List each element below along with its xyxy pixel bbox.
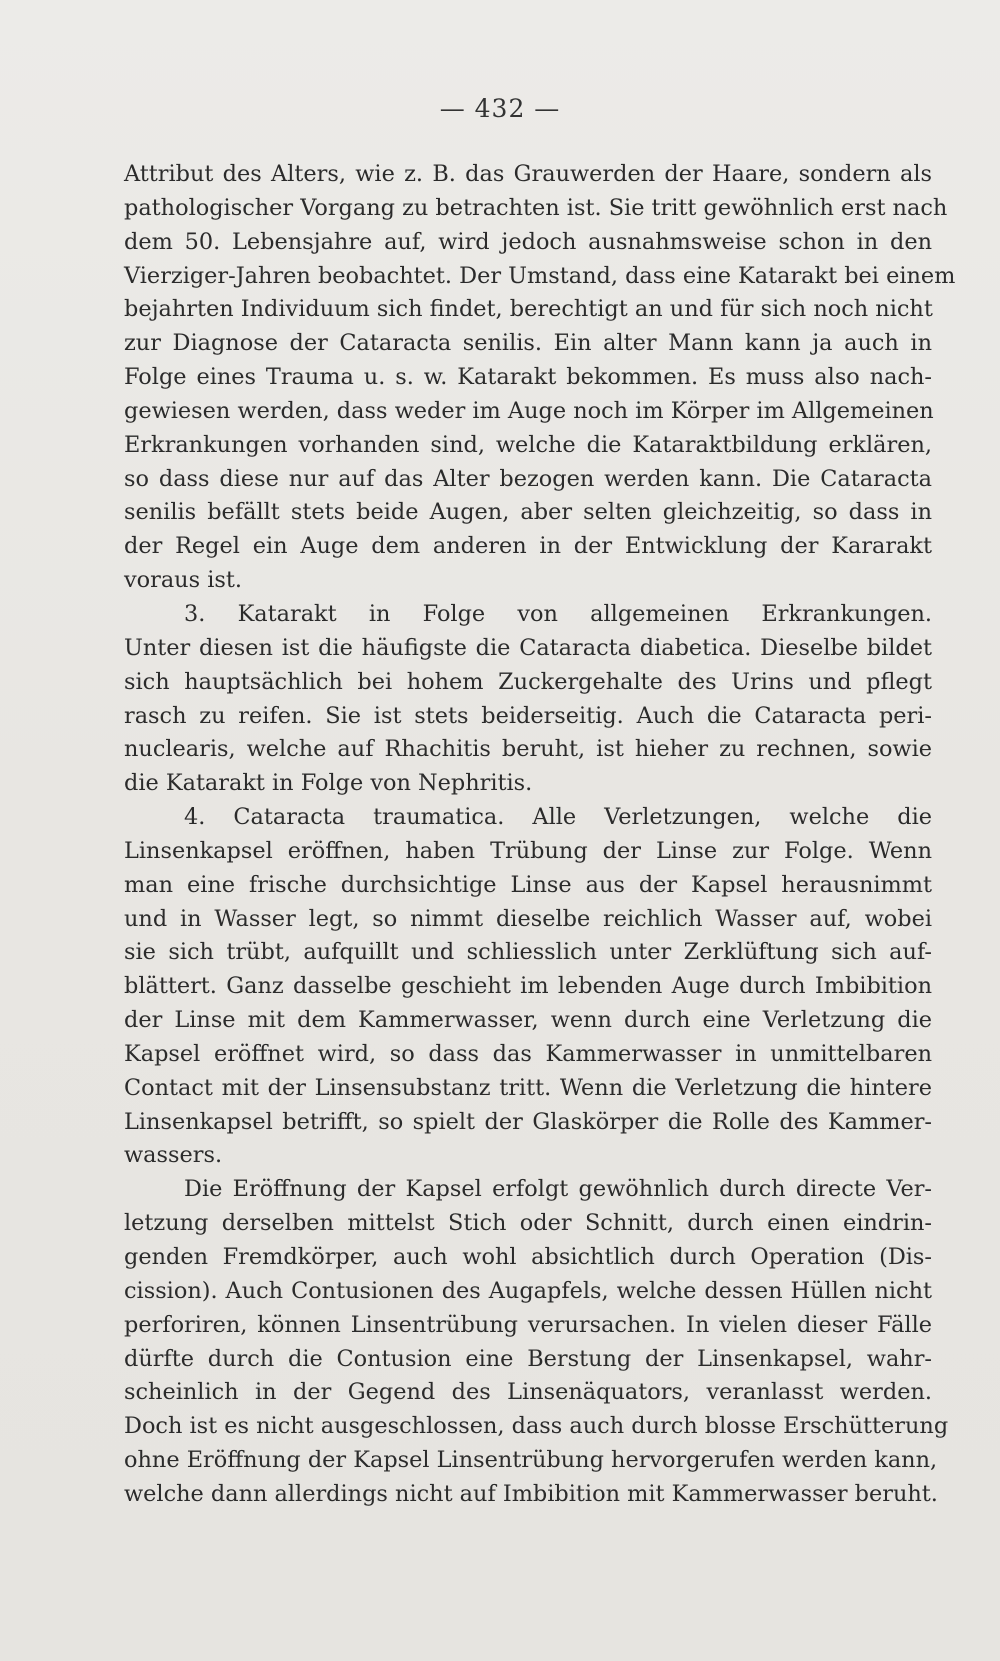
text-line: gewiesen werden, dass weder im Auge noch im Körper im Allgemeinen [124,397,934,424]
text-line: cission). Auch Contusionen des Augapfels, welche dessen Hüllen nicht [124,1277,932,1304]
text-line: zur Diagnose der Cataracta senilis. Ein alter Mann kann ja auch in [124,330,932,357]
text-line: die Katarakt in Folge von Nephritis. [124,770,533,797]
text-line: scheinlich in der Gegend des Linsenäquators, veranlasst werden. [124,1379,932,1406]
text-line: Folge eines Trauma u. s. w. Katarakt bekommen. Es muss also nach- [124,364,932,391]
text-line: Erkrankungen vorhanden sind, welche die Kataraktbildung erklären, [124,431,932,458]
text-line: perforiren, können Linsentrübung verursachen. In vielen dieser Fälle [124,1311,932,1338]
text-line: Unter diesen ist die häufigste die Cataracta diabetica. Dieselbe bildet [124,634,932,661]
text-line: so dass diese nur auf das Alter bezogen werden kann. Die Cataracta [124,465,932,492]
text-line: man eine frische durchsichtige Linse aus der Kapsel herausnimmt [124,871,932,898]
text-line: Attribut des Alters, wie z. B. das Grauwerden der Haare, sondern als [124,161,932,187]
text-line: wassers. [124,1142,223,1169]
text-line: blättert. Ganz dasselbe geschieht im lebenden Auge durch Imbibition [124,973,932,1000]
text-line: Linsenkapsel betrifft, so spielt der Glaskörper die Rolle des Kammer- [124,1108,932,1135]
text-line: pathologischer Vorgang zu betrachten ist. Sie tritt gewöhnlich erst nach [124,194,948,221]
text-line: Linsenkapsel eröffnen, haben Trübung der Linse zur Folge. Wenn [124,837,932,864]
text-line: senilis befällt stets beide Augen, aber selten gleichzeitig, so dass in [124,499,932,526]
text-line: der Regel ein Auge dem anderen in der Entwicklung der Kararakt [124,533,932,560]
text-line: Vierziger-Jahren beobachtet. Der Umstand, dass eine Katarakt bei einem [124,262,956,289]
text-line: letzung derselben mittelst Stich oder Schnitt, durch einen eindrin- [124,1210,932,1237]
text-line: welche dann allerdings nicht auf Imbibition mit Kammerwasser beruht. [124,1480,938,1507]
text-line: nuclearis, welche auf Rhachitis beruht, ist hieher zu rechnen, sowie [124,736,932,763]
text-line: Kapsel eröffnet wird, so dass das Kammerwasser in unmittelbaren [124,1040,932,1067]
text-line: Doch ist es nicht ausgeschlossen, dass auch durch blosse Erschütterung [124,1413,949,1440]
text-line: dürfte durch die Contusion eine Berstung der Linsenkapsel, wahr- [124,1345,932,1372]
text-line: dem 50. Lebensjahre auf, wird jedoch ausnahmsweise schon in den [124,228,932,255]
text-line: sie sich trübt, aufquillt und schliesslich unter Zerklüftung sich auf- [124,939,932,966]
text-line: Contact mit der Linsensubstanz tritt. Wenn die Verletzung die hintere [124,1074,932,1101]
text-line: rasch zu reifen. Sie ist stets beiderseitig. Auch die Cataracta peri- [124,702,932,729]
body-text [124,158,956,1512]
text-line: der Linse mit dem Kammerwasser, wenn durch eine Verletzung die [124,1007,932,1034]
text-line: voraus ist. [124,567,242,594]
text-line: sich hauptsächlich bei hohem Zuckergehalte des Urins und pflegt [124,668,932,695]
text-line: ohne Eröffnung der Kapsel Linsentrübung hervorgerufen werden kann, [124,1447,938,1474]
text-line: genden Fremdkörper, auch wohl absichtlich durch Operation (Dis- [124,1244,932,1270]
paragraph-start: Die Eröffnung der Kapsel erfolgt gewöhnlich durch directe Ver- [184,1176,932,1203]
section-heading-4: 4. Cataracta traumatica. Alle Verletzungen, welche die [184,804,932,831]
text-line: bejahrten Individuum sich findet, berechtigt an und für sich noch nicht [124,296,933,323]
section-heading-3: 3. Katarakt in Folge von allgemeinen Erkrankungen. [184,600,932,627]
page-number: — 432 — [439,94,561,123]
text-line: und in Wasser legt, so nimmt dieselbe reichlich Wasser auf, wobei [124,905,932,932]
